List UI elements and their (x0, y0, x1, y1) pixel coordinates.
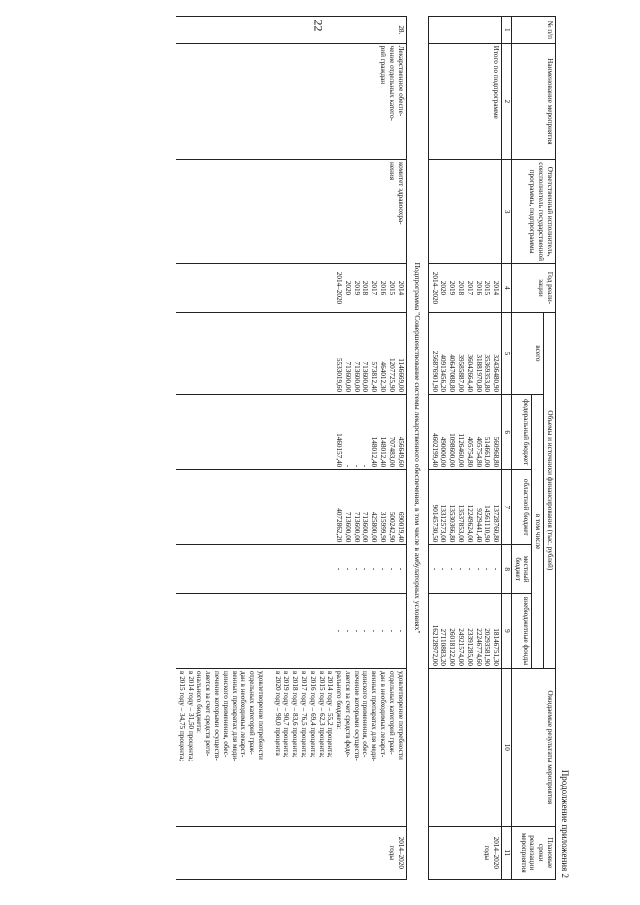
row28-years (176, 264, 406, 312)
page-number: 22 (311, 19, 326, 32)
header-federal: федеральный бюджет (511, 395, 532, 470)
header-year: Год реали-зации (511, 264, 555, 312)
subprogram-title-row (406, 17, 428, 880)
rotated-document-sheet (100, 14, 570, 884)
col-num-11: 11 (502, 826, 512, 879)
row28-federal-line: - (343, 464, 352, 468)
row28-years-line: 2014 (396, 280, 405, 296)
total-sum-line: 256876901,90 (430, 350, 439, 393)
total-federal-line: 560968,80 (492, 436, 501, 468)
row28-total-line: 713600,00 (352, 361, 361, 393)
row28-results-a-line: печение которыми осуществ- (352, 671, 361, 761)
row28-total-line: 1207725,90 (387, 357, 396, 393)
row28-results-b-line: удовлетворение потребности (256, 671, 265, 760)
total-years-line: 2014 (492, 280, 501, 296)
row28-executor-line: нения (387, 162, 396, 181)
row28-name (176, 43, 406, 159)
total-regional-line: 90145730,50 (430, 504, 439, 543)
total-local-line: - (439, 567, 448, 571)
row28-regional-line: 713600,00 (343, 511, 352, 543)
row-28 (176, 17, 406, 880)
header-extra: внебюджетные фонды (511, 593, 532, 668)
total-regional (428, 470, 501, 545)
row28-total-line: 713600,00 (343, 361, 352, 393)
row28-results (176, 669, 406, 827)
row28-num: 28. (176, 17, 406, 44)
total-years-line: 2016 (474, 280, 483, 296)
row28-regional-line: 713600,00 (361, 511, 370, 543)
total-local-line: - (465, 567, 474, 571)
row28-results-a-line: в 2014 году – 55,2 процента; (326, 671, 335, 758)
total-years-line: 2014–2020 (430, 271, 439, 305)
row28-total-line: 1146669,00 (396, 358, 405, 393)
row28-extra-line: - (379, 629, 388, 633)
header-funding: Объемы и источники финансирования (тыс. рублей) (544, 312, 556, 668)
total-federal (428, 395, 501, 470)
row28-years-line: 2018 (361, 280, 370, 296)
col-num-5: 5 (502, 312, 512, 394)
row28-results-a-line: венных препаратах для меди- (370, 671, 379, 762)
row28-results-a-line: в 2020 году – 98,0 процента (273, 671, 282, 756)
row28-results-a-line: рального бюджета: (335, 671, 344, 730)
total-local-line: - (430, 567, 439, 571)
header-regional: областной бюджет (511, 470, 532, 545)
row28-federal-line: 707483,00 (387, 436, 396, 468)
row28-regional (176, 470, 406, 545)
col-num-7: 7 (502, 470, 512, 545)
row28-results-a-line: цинского применения, обес- (361, 671, 370, 758)
row28-extra-line: - (370, 629, 379, 633)
row28-regional-line: 690019,40 (396, 511, 405, 543)
row28-federal-line: - (352, 464, 361, 468)
row28-total-line: 5533019,60 (335, 357, 344, 393)
row28-regional-line: 425800,00 (370, 511, 379, 543)
header-total: всего (511, 312, 543, 394)
row28-extra-line: - (396, 629, 405, 633)
row28-years-line: 2019 (352, 280, 361, 296)
total-extra-line: 23391285,00 (465, 628, 474, 667)
row28-results-b-line: в 2014 году – 31,50 процента; (186, 671, 195, 762)
row28-terms: 2014–2020 годы (176, 826, 406, 879)
total-local-line: - (492, 567, 501, 571)
col-num-4: 4 (502, 264, 512, 312)
row28-results-b-line: в 2015 году – 34,75 процента; (177, 671, 186, 762)
row28-local-line: - (352, 567, 361, 571)
row28-results-b-line: печение которыми осуществ- (212, 671, 221, 761)
total-sum-line: 36042664,40 (465, 354, 474, 393)
row28-results-a-line: в 2015 году – 62,3 процента; (317, 671, 326, 758)
row28-name-line: Лекарственное обеспе- (396, 45, 405, 117)
total-years-line: 2018 (456, 280, 465, 296)
total-extra-line: 24921574,00 (456, 628, 465, 667)
total-regional-line: 13530366,80 (448, 504, 457, 543)
row28-extra-line: - (352, 629, 361, 633)
row28-local-line: - (343, 567, 352, 571)
row28-results-b (177, 671, 265, 824)
header-executor: Ответственный исполнитель, соисполнитель государственной программы, подпрограммы (511, 160, 555, 264)
row28-name-line: чение отдельных катего- (387, 45, 396, 121)
col-num-3: 3 (502, 160, 512, 264)
row28-total-line: 713600,00 (361, 361, 370, 393)
row28-extra-line: - (335, 629, 344, 633)
header-incl: в том числе (532, 395, 544, 669)
row28-total-line: 464012,30 (379, 361, 388, 393)
total-regional-line: 13728760,80 (492, 504, 501, 543)
row28-executor (176, 160, 406, 264)
row28-local-line: - (370, 567, 379, 571)
total-regional-line: 12249624,00 (465, 504, 474, 543)
row28-results-a-line: дан в необходимых лекарст- (379, 671, 388, 758)
subprogram-title: Подпрограмма "Совершенствование системы лекарственного обеспечения, в том числе в амбулаторных условиях" (406, 17, 428, 880)
row28-total-line: 573812,40 (370, 361, 379, 393)
header-num: № п/п (511, 17, 555, 44)
total-extra-line: 18146751,30 (492, 628, 501, 667)
row28-local-line: - (379, 567, 388, 571)
total-local-line: - (448, 567, 457, 571)
total-sum (428, 312, 501, 394)
row28-federal-line: 1460157,40 (335, 433, 344, 468)
col-num-9: 9 (502, 593, 512, 668)
row28-results-a (273, 671, 405, 824)
row28-results-b-line: венных препаратах для меди- (230, 671, 239, 762)
row28-results-b-line: цинского применения, обес- (221, 671, 230, 758)
row28-local-line: - (387, 567, 396, 571)
row28-local-line: - (361, 567, 370, 571)
row28-extra-line: - (387, 629, 396, 633)
col-num-8: 8 (502, 545, 512, 593)
total-sum-line: 35369353,80 (483, 354, 492, 393)
row28-extra (176, 593, 406, 668)
total-sum-line: 32436480,90 (492, 354, 501, 393)
total-federal-line: 490000,00 (439, 436, 448, 468)
program-table (176, 16, 556, 880)
row28-results-a-line: отдельных категорий граж- (387, 671, 396, 755)
total-extra-line: 26018122,00 (448, 628, 457, 667)
col-num-1: 1 (502, 17, 512, 44)
total-federal-line: 1098600,00 (448, 433, 457, 468)
col-num-6: 6 (502, 395, 512, 470)
row28-results-a-line: ляется за счет средств феде- (343, 671, 352, 758)
total-sum-line: 40647088,80 (448, 354, 457, 393)
row28-federal-line: 456649,60 (396, 436, 405, 468)
total-local-line: - (483, 567, 492, 571)
row28-results-a-line: в 2016 году – 69,4 процента; (308, 671, 317, 758)
col-num-2: 2 (502, 43, 512, 159)
row28-results-b-line: онального бюджета: (195, 671, 204, 733)
total-extra-line: 27110883,20 (439, 628, 448, 667)
row28-years-line: 2014–2020 (335, 271, 344, 305)
total-extra (428, 593, 501, 668)
total-years-line: 2019 (448, 280, 457, 296)
row28-federal-line: - (361, 464, 370, 468)
header-local: местный бюджет (511, 545, 532, 593)
total-regional-line: 9229441,40 (474, 508, 483, 543)
total-sum-line: 40913456,20 (439, 354, 448, 393)
row28-results-b-line: отдельных категорий граж- (248, 671, 257, 755)
total-years-line: 2020 (439, 280, 448, 296)
row28-years-line: 2015 (387, 280, 396, 296)
total-federal-line: 514661,00 (483, 436, 492, 468)
row28-executor-line: комитет здравоохра- (396, 162, 405, 225)
appendix-note: Продолжение приложения 2 (560, 769, 570, 878)
row28-results-a-line: в 2019 году – 90,7 процента; (282, 671, 291, 758)
row28-regional-line: 500242,90 (387, 511, 396, 543)
total-extra-line: 22246774,60 (474, 628, 483, 667)
row28-extra-line: - (361, 629, 370, 633)
row28-total (176, 312, 406, 394)
total-regional-line: 13537853,00 (456, 504, 465, 543)
row28-years-line: 2016 (379, 280, 388, 296)
total-regional-line: 14561110,90 (483, 505, 492, 543)
row28-regional-line: 713600,00 (352, 511, 361, 543)
header-row-1 (544, 17, 556, 880)
total-years-line: 2015 (483, 280, 492, 296)
header-results: Ожидаемые результаты мероприятия (511, 669, 555, 827)
row28-local (176, 545, 406, 593)
total-terms: 2014–2020 годы (428, 826, 501, 879)
total-federal-line: 405754,80 (465, 436, 474, 468)
total-local (428, 545, 501, 593)
row28-regional-line: 315999,90 (379, 511, 388, 543)
row28-extra-line: - (343, 629, 352, 633)
total-local-line: - (456, 567, 465, 571)
column-number-row (502, 17, 512, 880)
total-federal-line: 4602199,40 (430, 433, 439, 468)
col-num-10: 10 (502, 669, 512, 827)
row28-results-a-line: в 2017 году – 76,5 процента; (300, 671, 308, 758)
row28-years-line: 2020 (343, 280, 352, 296)
row28-results-a-line: в 2018 году – 83,6 процента; (291, 671, 300, 758)
row28-name-line: рий граждан (379, 45, 388, 85)
row28-local-line: - (335, 567, 344, 571)
total-federal-line: 1126460,00 (456, 433, 465, 468)
total-regional-line: 13312573,00 (439, 504, 448, 543)
total-years (428, 264, 501, 312)
total-row (428, 17, 501, 880)
row28-local-line: - (396, 567, 405, 571)
total-label: Итого по подпрограмме (428, 43, 501, 159)
row28-results-a-line: удовлетворение потребности (396, 671, 405, 760)
total-federal-line: 405754,80 (474, 436, 483, 468)
row28-results-b-line: дан в необходимых лекарст- (239, 671, 248, 758)
total-sum-line: 31881970,80 (474, 354, 483, 393)
row28-regional-line: 4072862,20 (335, 508, 344, 543)
row28-federal-line: 148012,40 (379, 436, 388, 468)
header-terms: Плановые сроки реализации мероприятия (511, 826, 555, 879)
row28-years-line: 2017 (370, 280, 379, 296)
total-years-line: 2017 (465, 280, 474, 296)
total-extra-line: 20293581,90 (483, 628, 492, 667)
header-name: Наименование мероприятия (511, 43, 555, 159)
total-local-line: - (474, 567, 483, 571)
row28-results-b-line: ляется за счет средств реги- (204, 671, 213, 757)
row28-federal-line: 148012,40 (370, 436, 379, 468)
total-sum-line: 39585887,00 (456, 354, 465, 393)
total-extra-line: 162128972,00 (430, 624, 439, 667)
row28-federal (176, 395, 406, 470)
